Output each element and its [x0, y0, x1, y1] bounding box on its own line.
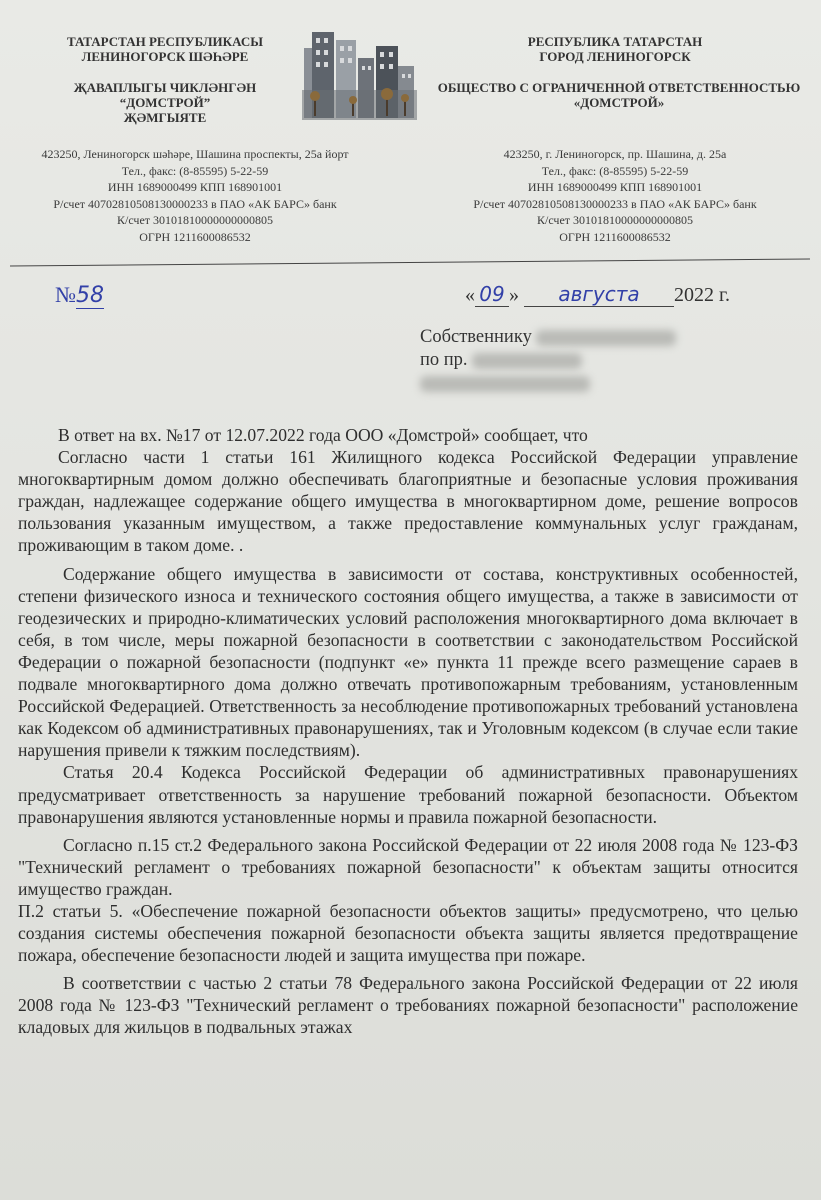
header-divider [10, 259, 810, 267]
right-city: ГОРОД ЛЕНИНОГОРСК [539, 49, 691, 64]
paragraph-4: Согласно п.15 ст.2 Федерального закона Российской Федерации от 22 июля 2008 года № 123-ФЗ "Технический регламент о требованиях пожарной безопасности" к объектам защиты относится имущество граждан. [18, 834, 798, 899]
redacted-name [536, 330, 676, 346]
left-header-title [30, 34, 300, 64]
right-address: 423250, г. Лениногорск, пр. Шашина, д. 25а [503, 147, 727, 161]
letter-date [465, 282, 730, 307]
paragraph-3: Статья 20.4 Кодекса Российской Федерации об административных правонарушениях предусматривает ответственность за нарушение требований пожарной безопасности. Объектом правонарушения являются установленные нормы и правила пожарной безопасности. [18, 762, 798, 827]
left-requisites [0, 146, 390, 245]
left-phone: Тел., факс: (8-85595) 5-22-59 [121, 163, 269, 178]
right-phone: Тел., факс: (8-85595) 5-22-59 [541, 163, 689, 178]
addressee-line1: Собственнику [420, 327, 532, 347]
left-city: ЛЕНИНОГОРСК ШӘҺӘРЕ [81, 49, 249, 64]
right-org-name [424, 80, 814, 110]
paragraph-6: В соответствии с частью 2 статьи 78 Федерального закона Российской Федерации от 22 июля 2008 года № 123-ФЗ "Технический регламент о требованиях пожарной безопасности" расположение кладовых для жильцов в подвальных этажах [18, 973, 798, 1038]
date-month: августа [524, 282, 674, 307]
date-close-quote: » [509, 284, 519, 306]
date-year: 2022 г. [674, 284, 730, 306]
paragraph-1: Согласно части 1 статьи 161 Жилищного кодекса Российской Федерации управление многоквартирным домом должно обеспечивать благоприятные и безопасные условия проживания граждан, надлежащее содержание общего имущества в многоквартирном доме, решение вопросов пользования указанным имуществом, а также предоставление коммунальных услуг гражданам, проживающим в таком доме. . [18, 447, 798, 556]
right-inn: ИНН 1689000499 КПП 168901001 [527, 180, 703, 194]
company-logo [302, 28, 417, 120]
right-account: Р/счет 40702810508130000233 в ПАО «АК БАРС» банк [473, 196, 757, 211]
outgoing-number [55, 282, 104, 308]
number-value: 58 [76, 283, 104, 308]
left-corr-account: К/счет 30101810000000000805 [116, 213, 274, 227]
addressee-block [420, 326, 676, 395]
right-corr-account: К/счет 30101810000000000805 [536, 213, 694, 227]
right-header-title [430, 34, 800, 64]
left-account: Р/счет 40702810508130000233 в ПАО «АК БАРС» банк [53, 196, 337, 211]
left-org-line3: ҖӘМГЫЯТЕ [123, 110, 207, 125]
right-org-line2: «ДОМСТРОЙ» [573, 95, 665, 110]
date-day: 09 [475, 282, 509, 307]
left-org-line1: ҖАВАПЛЫГЫ ЧИКЛӘНГӘН [73, 80, 257, 95]
right-republic: РЕСПУБЛИКА ТАТАРСТАН [527, 34, 703, 49]
right-requisites [430, 146, 800, 245]
left-ogrn: ОГРН 1211600086532 [139, 229, 251, 244]
redacted-address [472, 353, 582, 369]
intro-line: В ответ на вх. №17 от 12.07.2022 года ООО «Домстрой» сообщает, что [58, 425, 588, 445]
number-prefix: № [55, 282, 76, 307]
redacted-address-line [420, 376, 590, 392]
letter-body [18, 424, 798, 1039]
paragraph-5: П.2 статьи 5. «Обеспечение пожарной безопасности объектов защиты» предусмотрено, что целью создания системы обеспечения пожарной безопасности объекта защиты является предотвращение пожара, обеспечение безопасности людей и защита имущества при пожаре. [18, 900, 798, 966]
left-republic: ТАТАРСТАН РЕСПУБЛИКАСЫ [67, 34, 263, 49]
right-ogrn: ОГРН 1211600086532 [559, 229, 671, 244]
left-org-name [30, 80, 300, 125]
date-open-quote: « [465, 284, 475, 306]
left-inn: ИНН 1689000499 КПП 168901001 [107, 180, 283, 194]
addressee-line2: по пр. [420, 350, 468, 370]
left-org-line2: “ДОМСТРОЙ” [119, 95, 211, 110]
right-org-line1: ОБЩЕСТВО С ОГРАНИЧЕННОЙ ОТВЕТСТВЕННОСТЬЮ [437, 80, 801, 95]
paragraph-2: Содержание общего имущества в зависимости от состава, конструктивных особенностей, степени физического износа и технического состояния общего имущества, а также в зависимости от геодезических и природно-климатических условий расположения многоквартирного дома включает в себя, в том числе, меры пожарной безопасности в соответствии с законодательством Российской Федерации о пожарной безопасности (подпункт «е» пункта 11 прежде всего размещение сараев в подвале многоквартирного дома должно отвечать противопожарным требованиям, установленным Российской Федерацией. Ответственность за несоблюдение противопожарных требований установлена как Кодексом об административных правонарушениях, так и Уголовным кодексом (в случае если такие нарушения привели к тяжким последствиям). [18, 563, 798, 761]
left-address: 423250, Лениногорск шәһәре, Шашина проспекты, 25а йорт [41, 147, 349, 161]
